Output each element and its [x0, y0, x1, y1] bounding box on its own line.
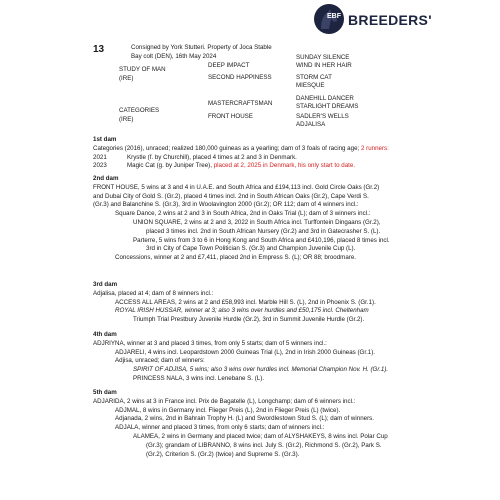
brand-name: BREEDERS': [348, 12, 432, 28]
pedigree-line: UNION SQUARE, 2 wins at 2 and 3, 2022 in South Africa incl. Turffontein Dingaans (Gr.2),: [133, 218, 381, 226]
produce-row: 2023 Magic Cat (g. by Juniper Tree), placed at 2, 2025 in Denmark, his only start to date.: [93, 162, 356, 170]
pedigree-line: Square Dance, 2 wins at 2 and 3 in South Africa, 2nd in Oaks Trial (L); dam of 3 winners incl.:: [115, 210, 371, 218]
dd-dam: ADJALISA: [296, 121, 326, 128]
lot-description: Bay colt (DEN), 16th May 2024: [131, 52, 217, 60]
section-heading: 5th dam: [93, 389, 117, 396]
ds-dam: STARLIGHT DREAMS: [296, 103, 359, 110]
section-heading: 4th dam: [93, 331, 117, 338]
fourth-dam-section: [93, 331, 498, 384]
first-dam-section: [93, 136, 493, 171]
pedigree-line: ADJRIYNA, winner at 3 and placed 3 times, from only 5 starts; dam of 5 winners incl.:: [93, 339, 327, 347]
pedigree-line: (Gr.2), Criterion S. (Gr.2) (twice) and Supreme S. (Gr.3).: [146, 450, 300, 458]
produce-row: 2021 Krystle (f. by Churchill), placed 4 times at 2 and 3 in Denmark.: [93, 153, 297, 161]
pedigree-line: ALAMEA, 2 wins in Germany and placed twice; dam of ALYSHAKEYS, 8 wins incl. Polar Cup: [133, 432, 388, 440]
section-heading: 1st dam: [93, 136, 117, 143]
pedigree-line: (Gr.3) and Balanchine S. (Gr.3), 3rd in Woolavington 2000 (Gr.2); OR 112; dam of 4 winners incl.:: [93, 201, 359, 209]
consignor-line: Consigned by York Stutteri. Property of Joca Stable: [131, 44, 272, 51]
pedigree-line: (Gr.3); grandam of LIBRANNO, 8 wins incl. July S. (Gr.2), Richmond S. (Gr.2), Park S.: [146, 441, 382, 449]
pedigree-line: ACCESS ALL AREAS, 2 wins at 2 and £58,993 incl. Marble Hill S. (L), 2nd in Phoenix S. (Gr.1).: [115, 298, 376, 306]
ss-sire: SUNDAY SILENCE: [296, 54, 350, 61]
section-heading: 2nd dam: [93, 175, 119, 182]
pedigree-line: ADJALA, winner and placed 3 times, from only 6 starts; dam of winners incl.:: [115, 424, 325, 432]
dam-dam: FRONT HOUSE: [208, 113, 253, 120]
fifth-dam-section: [93, 389, 498, 459]
second-dam-section: [93, 175, 498, 263]
sire: STUDY OF MAN (IRE): [119, 66, 166, 82]
pedigree-line: and Dubai City of Gold S. (Gr.2), placed 4 times incl. 2nd in South African Oaks (Gr.2), Cape Verdi S.: [93, 192, 369, 200]
sire-dam: SECOND HAPPINESS: [208, 74, 272, 81]
first-dam-line: Categories (2016), unraced; realized 180,000 guineas as a yearling; dam of 3 foals of racing age; 2 runners:: [93, 144, 389, 152]
pedigree-line: SPIRIT OF ADJISA, 5 wins; also 3 wins over hurdles incl. Memorial Champion Nov. H. (Gr.1).: [133, 366, 389, 374]
ebf-breeders-logo: [314, 4, 494, 34]
dam: CATEGORIES (IRE): [119, 107, 160, 123]
pedigree-line: Concessions, winner at 2 and £7,411, placed 2nd in Empress S. (L); OR 88; broodmare.: [115, 254, 356, 262]
lot-header: [131, 44, 272, 61]
ebf-badge: [314, 4, 344, 34]
sd-dam: MIESQUE: [296, 82, 325, 89]
pedigree-line: Parterre, 5 wins from 3 to 6 in Hong Kong and South Africa and £410,196, placed 8 times incl.: [133, 236, 390, 244]
lot-number: 13: [93, 44, 105, 55]
ebf-badge-text: EBF: [327, 13, 341, 20]
dam-sire: MASTERCRAFTSMAN: [208, 100, 273, 107]
pedigree-line: Adjanada, 2 wins, 2nd in Bahrain Trophy H. (L) and Swordlestown Stud S. (L); dam of winners.: [115, 415, 374, 423]
ds-sire: DANEHILL DANCER: [296, 95, 354, 102]
pedigree-line: ADJMAL, 8 wins in Germany incl. Flieger Preis (L), 2nd in Flieger Preis (L) (twice).: [115, 406, 341, 414]
pedigree-line: ADJARIDA, 2 wins at 3 in France incl. Prix de Bagatelle (L), Longchamp; dam of 6 winners incl.:: [93, 397, 356, 405]
pedigree-line: Adjisa, unraced; dam of winners:: [115, 357, 205, 365]
pedigree-line: ROYAL IRISH HUSSAR, winner at 3; also 3 wins over hurdles and £50,175 incl. Cheltenham: [115, 307, 369, 315]
pedigree-line: FRONT HOUSE, 5 wins at 3 and 4 in U.A.E. and South Africa and £194,113 incl. Gold Circle Oaks (Gr.2): [93, 183, 380, 191]
sd-sire: STORM CAT: [296, 74, 332, 81]
pedigree-line: 3rd in City of Cape Town Politician S. (Gr.3) and Champion Juvenile Cup (L).: [146, 245, 356, 253]
pedigree-line: Triumph Trial Prestbury Juvenile Hurdle (Gr.2), 3rd in Summit Juvenile Hurdle (Gr.2).: [133, 316, 365, 324]
pedigree-line: PRINCESS NALA, 3 wins incl. Lenebane S. (L).: [133, 374, 265, 382]
ss-dam: WIND IN HER HAIR: [296, 62, 352, 69]
pedigree-line: ADJARELI, 4 wins incl. Leopardstown 2000 Guineas Trial (L), 2nd in Irish 2000 Guineas (Gr.1).: [115, 348, 376, 356]
pedigree-line: Adjalisa, placed at 4; dam of 8 winners incl.:: [93, 289, 214, 297]
third-dam-section: [93, 281, 498, 325]
sire-sire: DEEP IMPACT: [208, 62, 250, 69]
dd-sire: SADLER'S WELLS: [296, 113, 349, 120]
pedigree-line: placed 3 times incl. 2nd in South African Nursery (Gr.2) and 3rd in Gatecrasher S. (L).: [146, 227, 381, 235]
section-heading: 3rd dam: [93, 281, 118, 288]
